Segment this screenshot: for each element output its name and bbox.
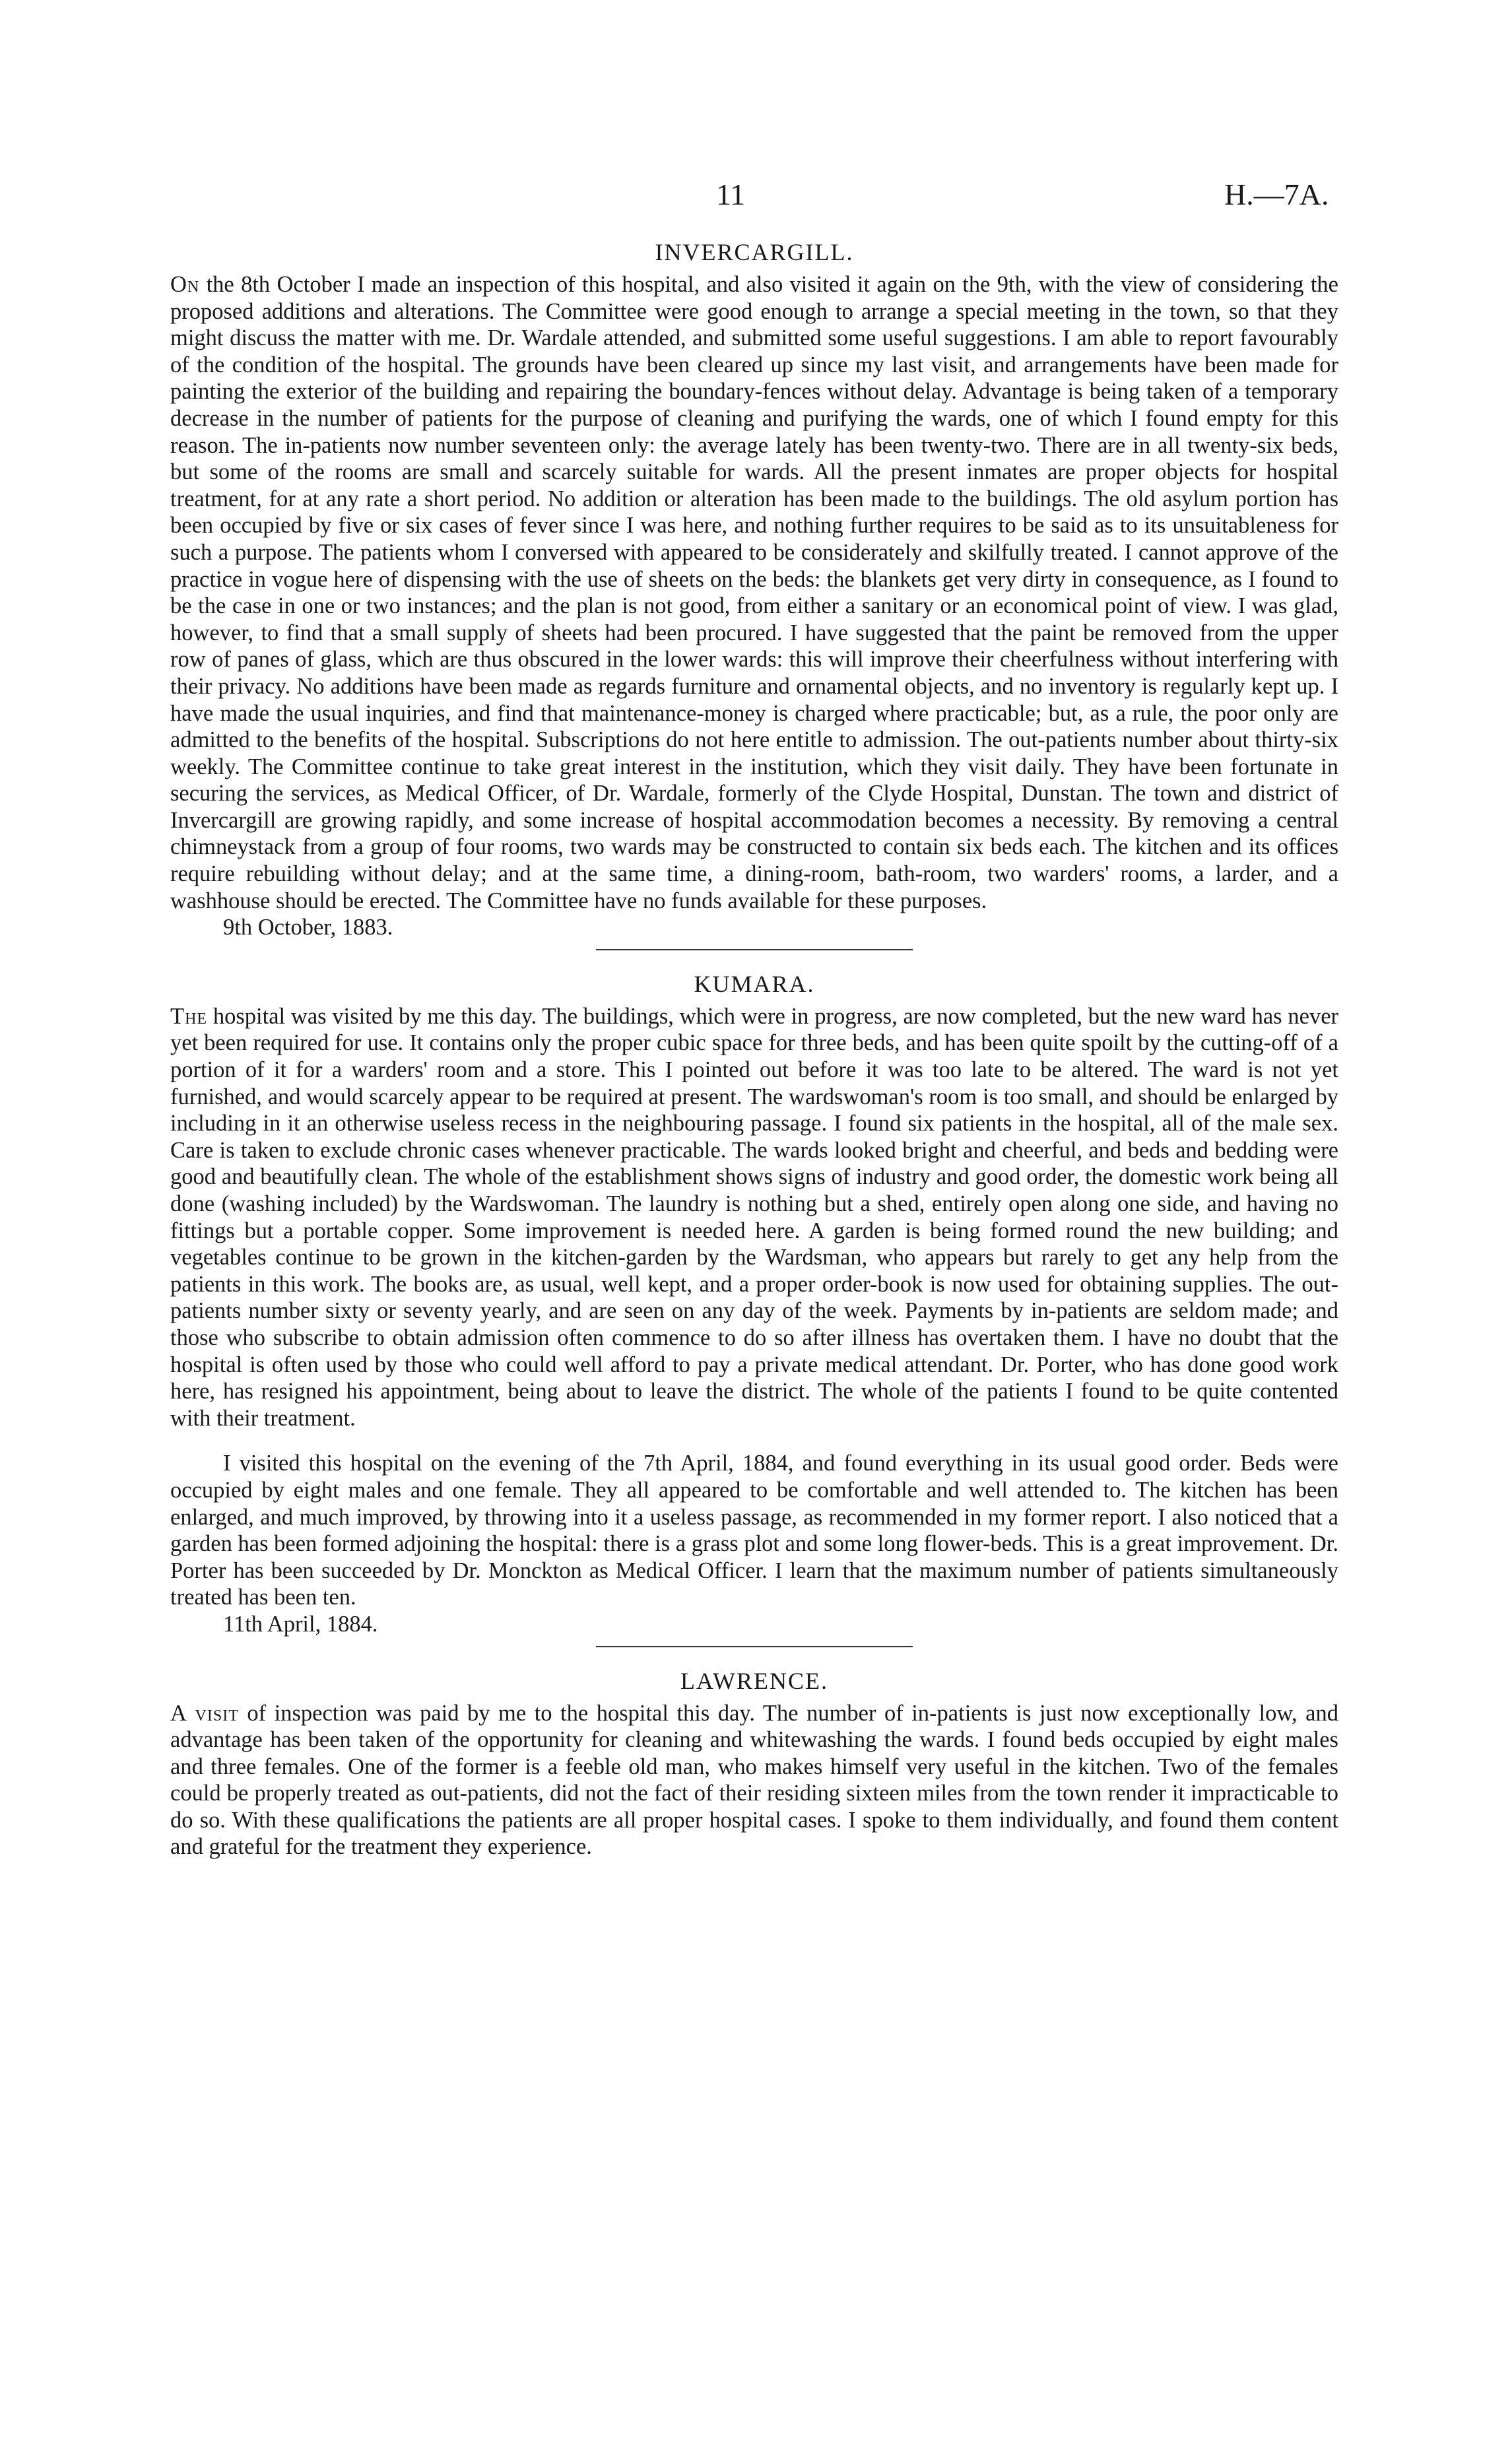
kumara-paragraph-2 xyxy=(170,1450,1338,1611)
paragraph-text: I visited this hospital on the evening of the 7th April, 1884, and found everything in its usual good order. Beds were occupied by eight males and one female. They all appeared to be comfortable and well attended to. The kitchen has been enlarged, and much improved, by throwing into it a useless passage, as recommended in my former report. I also noticed that a garden has been formed adjoining the hospital: there is a grass plot and some long flower-beds. This is a great improvement. Dr. Porter has been succeeded by Dr. Monckton as Medical Officer. I learn that the maximum number of patients simultaneously treated has been ten. xyxy=(170,1451,1338,1610)
page-body xyxy=(170,234,1338,1860)
section-title-lawrence: LAWRENCE. xyxy=(680,1667,829,1694)
lead-words: The xyxy=(170,1003,208,1029)
lawrence-paragraph xyxy=(170,1700,1338,1861)
lead-words: A visit xyxy=(170,1700,239,1726)
page-header xyxy=(0,177,1512,223)
section-title-invercargill: INVERCARGILL. xyxy=(655,239,854,265)
paragraph-text: hospital was visited by me this day. The buildings, which were in progress, are now completed, but the new ward has never yet been required for use. It contains only the proper cubic space for three beds, and has been quite spoilt by the cutting-off of a portion of it for a warders' room and a store. This I pointed out before it was too late to be altered. The ward is not yet furnished, and would scarcely appear to be required at present. The wardswoman's room is too small, and should be enlarged by including in it an otherwise useless recess in the neighbouring passage. I found six patients in the hospital, all of the male sex. Care is taken to exclude chronic cases whenever practicable. The wards looked bright and cheerful, and beds and bedding were good and beautifully clean. The whole of the establishment shows signs of industry and good order, the domestic work being all done (washing included) by the Wardswoman. The laundry is nothing but a shed, entirely open along one side, and having no fittings but a portable copper. Some improvement is needed here. A garden is being formed round the new building; and vegetables continue to be grown in the kitchen-garden by the Wardsman, who appears but rarely to get any help from the patients in this work. The books are, as usual, well kept, and a proper order-book is now used for obtaining supplies. The out-patients number sixty or seventy yearly, and are seen on any day of the week. Payments by in-patients are seldom made; and those who subscribe to obtain admission often commence to do so after illness has overtaken them. I have no doubt that the hospital is often used by those who could well afford to pay a private medical attendant. Dr. Porter, who has done good work here, has resigned his appointment, being about to leave the district. The whole of the patients I found to be quite contented with their treatment. xyxy=(170,1003,1338,1431)
document-series: H.—7A. xyxy=(1224,178,1329,211)
invercargill-paragraph xyxy=(170,271,1338,914)
page-number: 11 xyxy=(716,178,746,211)
section-divider xyxy=(596,1646,913,1647)
lead-words: On xyxy=(170,272,200,297)
section-title-kumara: KUMARA. xyxy=(694,970,815,997)
report-date: 9th October, 1883. xyxy=(223,915,393,940)
paragraph-text: the 8th October I made an inspection of this hospital, and also visited it again on the 9th, with the view of considering the proposed additions and alterations. The Committee were good enough to arrange a special meeting in the town, so that they might discuss the matter with me. Dr. Wardale attended, and submitted some useful suggestions. I am able to report favourably of the condition of the hospital. The grounds have been cleared up since my last visit, and arrangements have been made for painting the exterior of the building and repairing the boundary-fences without delay. Advantage is being taken of a temporary decrease in the number of patients for the purpose of cleaning and purifying the wards, one of which I found empty for this reason. The in-patients now number seventeen only: the average lately has been twenty-two. There are in all twenty-six beds, but some of the rooms are small and scarcely suitable for wards. All the present inmates are proper objects for hospital treatment, for at any rate a short period. No addition or alteration has been made to the buildings. The old asylum portion has been occupied by five or six cases of fever since I was here, and nothing further requires to be said as to its unsuitableness for such a purpose. The patients whom I conversed with appeared to be considerately and skilfully treated. I cannot approve of the practice in vogue here of dispensing with the use of sheets on the beds: the blankets get very dirty in consequence, as I found to be the case in one or two instances; and the plan is not good, from either a sanitary or an economical point of view. I was glad, however, to find that a small supply of sheets had been procured. I have suggested that the paint be removed from the upper row of panes of glass, which are thus obscured in the lower wards: this will improve their cheerfulness without interfering with their privacy. No additions have been made as regards furniture and ornamental objects, and no inventory is regularly kept up. I have made the usual inquiries, and find that maintenance-money is charged where practicable; but, as a rule, the poor only are admitted to the benefits of the hospital. Subscriptions do not here entitle to admission. The out-patients number about thirty-six weekly. The Committee continue to take great interest in the institution, which they visit daily. They have been fortunate in securing the services, as Medical Officer, of Dr. Wardale, formerly of the Clyde Hospital, Dunstan. The town and district of Invercargill are growing rapidly, and some increase of hospital accommodation becomes a necessity. By removing a central chimneystack from a group of four rooms, two wards may be constructed to contain six beds each. The kitchen and its offices require rebuilding without delay; and at the same time, a dining-room, bath-room, two warders' rooms, a larder, and a washhouse should be erected. The Committee have no funds available for these purposes. xyxy=(170,272,1338,913)
report-date: 11th April, 1884. xyxy=(223,1611,378,1637)
section-divider xyxy=(596,949,913,950)
paragraph-text: of inspection was paid by me to the hospital this day. The number of in-patients is just now exceptionally low, and advantage has been taken of the opportunity for cleaning and whitewashing the wards. I found beds occupied by eight males and three females. One of the former is a feeble old man, who makes himself very useful in the kitchen. Two of the females could be properly treated as out-patients, did not the fact of their residing sixteen miles from the town render it impracticable to do so. With these qualifications the patients are all proper hospital cases. I spoke to them individually, and found them content and grateful for the treatment they experience. xyxy=(170,1700,1338,1860)
kumara-paragraph-1 xyxy=(170,1003,1338,1432)
